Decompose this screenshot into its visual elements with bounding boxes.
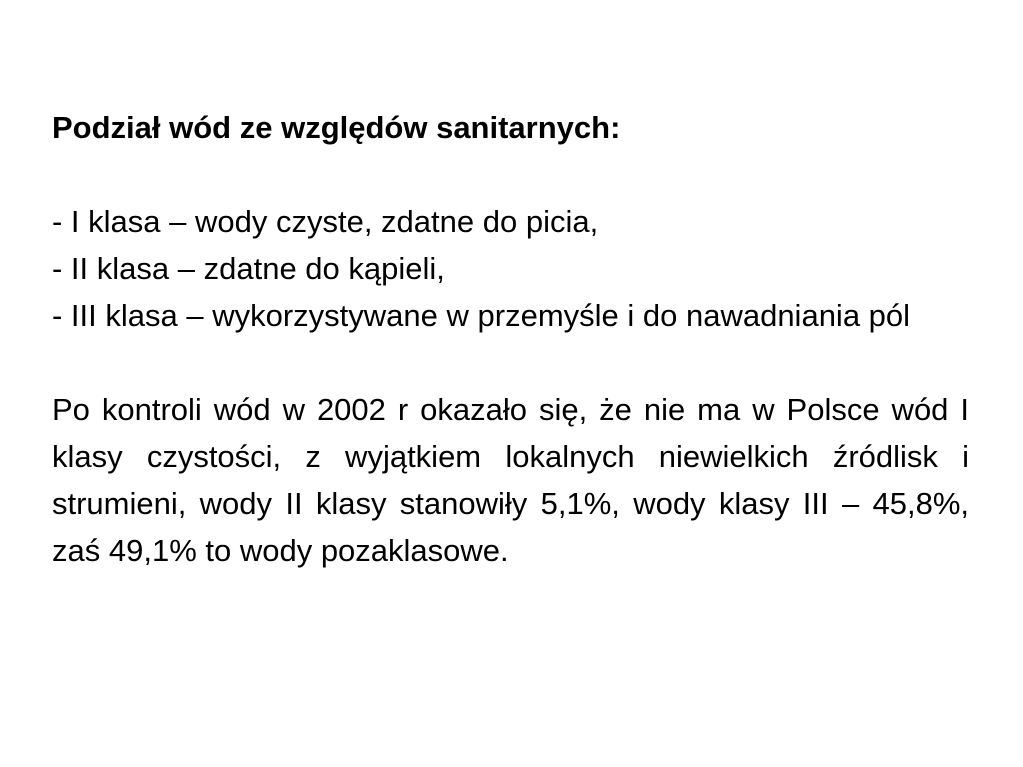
class-item-1: - I klasa – wody czyste, zdatne do picia, xyxy=(52,204,599,239)
spacer xyxy=(52,151,969,198)
summary-paragraph: Po kontroli wód w 2002 r okazało się, że nie ma w Polsce wód I klasy czystości, z wyjątkiem lokalnych niewielkich źródlisk i strumieni, wody II klasy stanowiły 5,1%, wody klasy III – 45,8%, zaś 49,1% to wody pozaklasowe. xyxy=(52,392,969,568)
spacer xyxy=(52,339,969,386)
slide-content xyxy=(52,104,969,574)
slide-title: Podział wód ze względów sanitarnych: xyxy=(52,110,621,145)
class-item-3: - III klasa – wykorzystywane w przemyśle i do nawadniania pól xyxy=(52,298,911,333)
class-item-2: - II klasa – zdatne do kąpieli, xyxy=(52,251,445,286)
